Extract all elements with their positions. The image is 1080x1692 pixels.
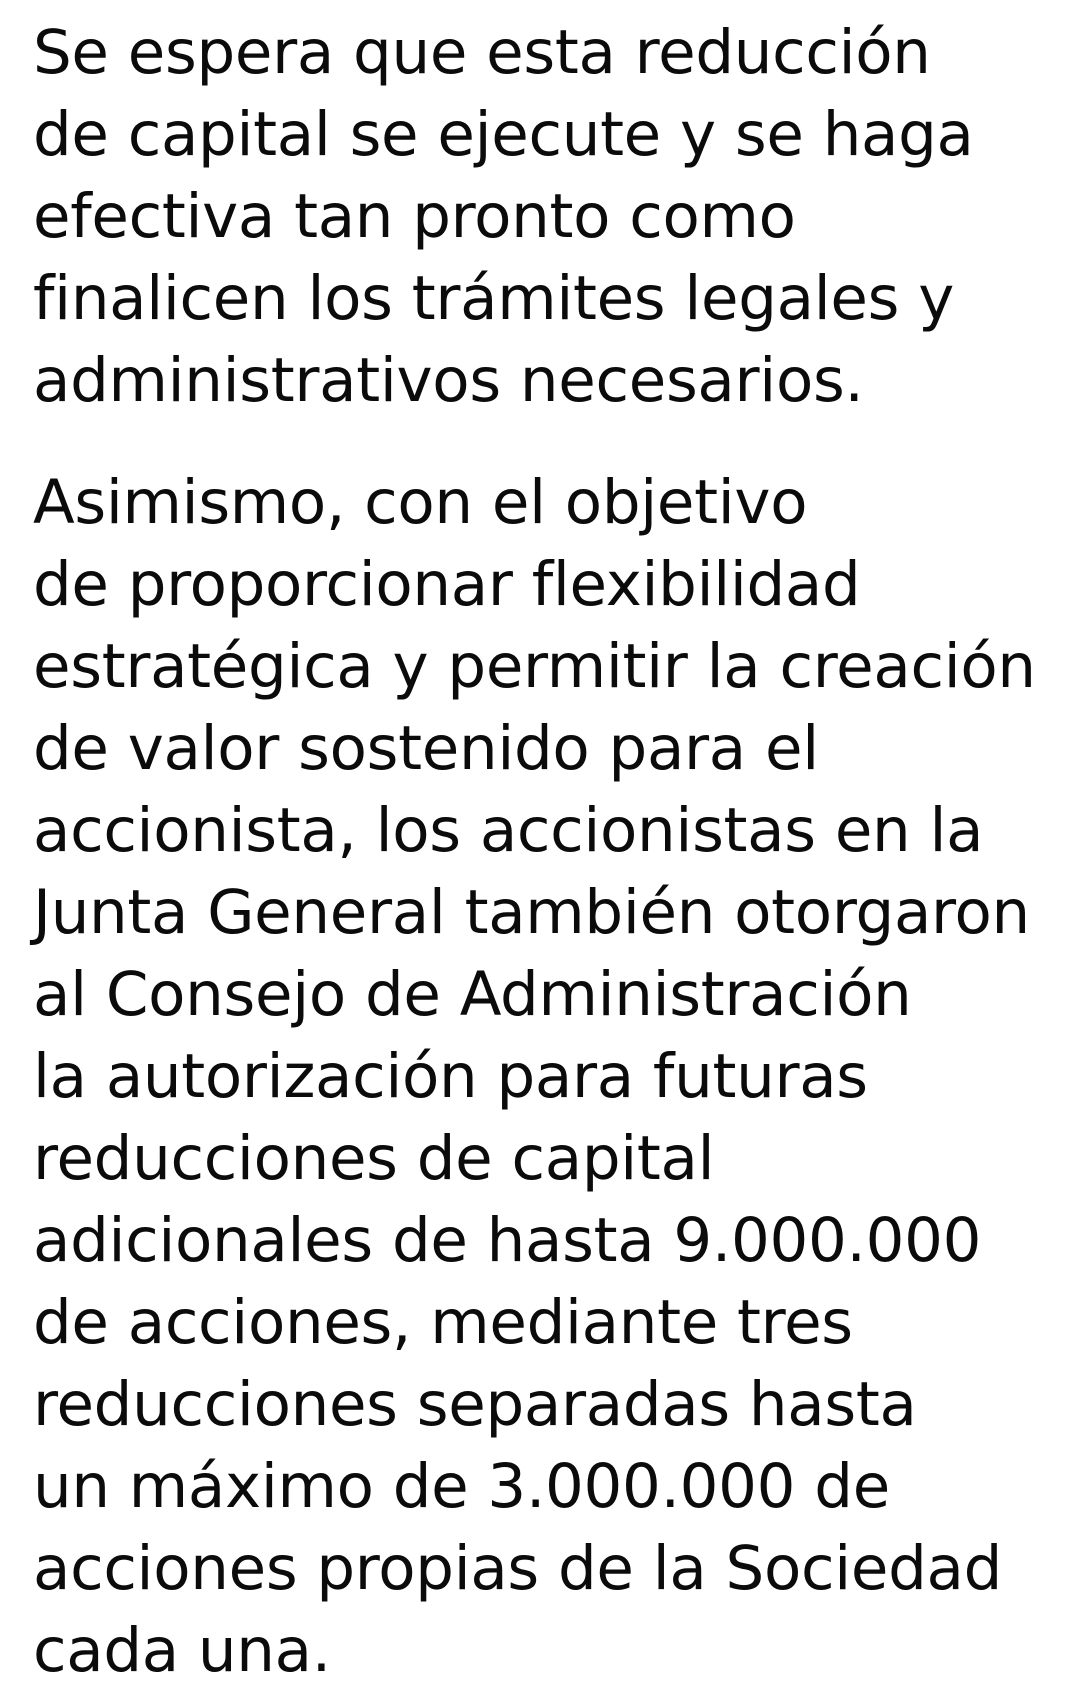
text-line: al Consejo de Administración [33, 959, 912, 1030]
text-line: de valor sostenido para el [33, 713, 819, 784]
text-line: cada una. [33, 1615, 331, 1686]
text-line: Se espera que esta reducción [33, 17, 931, 88]
text-line: adicionales de hasta 9.000.000 [33, 1205, 982, 1276]
text-line: efectiva tan pronto como [33, 181, 796, 252]
text-line: reducciones separadas hasta [33, 1369, 917, 1440]
text-line: de acciones, mediante tres [33, 1287, 853, 1358]
text-line: Junta General también otorgaron [33, 877, 1030, 948]
text-line: finalicen los trámites legales y [33, 263, 955, 334]
text-line: administrativos necesarios. [33, 345, 864, 416]
text-line: un máximo de 3.000.000 de [33, 1451, 890, 1522]
paragraph-capital-reduction [33, 12, 1073, 422]
text-line: acciones propias de la Sociedad [33, 1533, 1003, 1604]
article-body [33, 12, 1073, 1692]
text-line: la autorización para futuras [33, 1041, 868, 1112]
text-line: estratégica y permitir la creación [33, 631, 1036, 702]
text-line: Asimismo, con el objetivo [33, 467, 808, 538]
paragraph-future-reductions [33, 462, 1073, 1692]
text-line: reducciones de capital [33, 1123, 715, 1194]
text-line: de capital se ejecute y se haga [33, 99, 974, 170]
text-line: de proporcionar flexibilidad [33, 549, 861, 620]
text-line: accionista, los accionistas en la [33, 795, 984, 866]
